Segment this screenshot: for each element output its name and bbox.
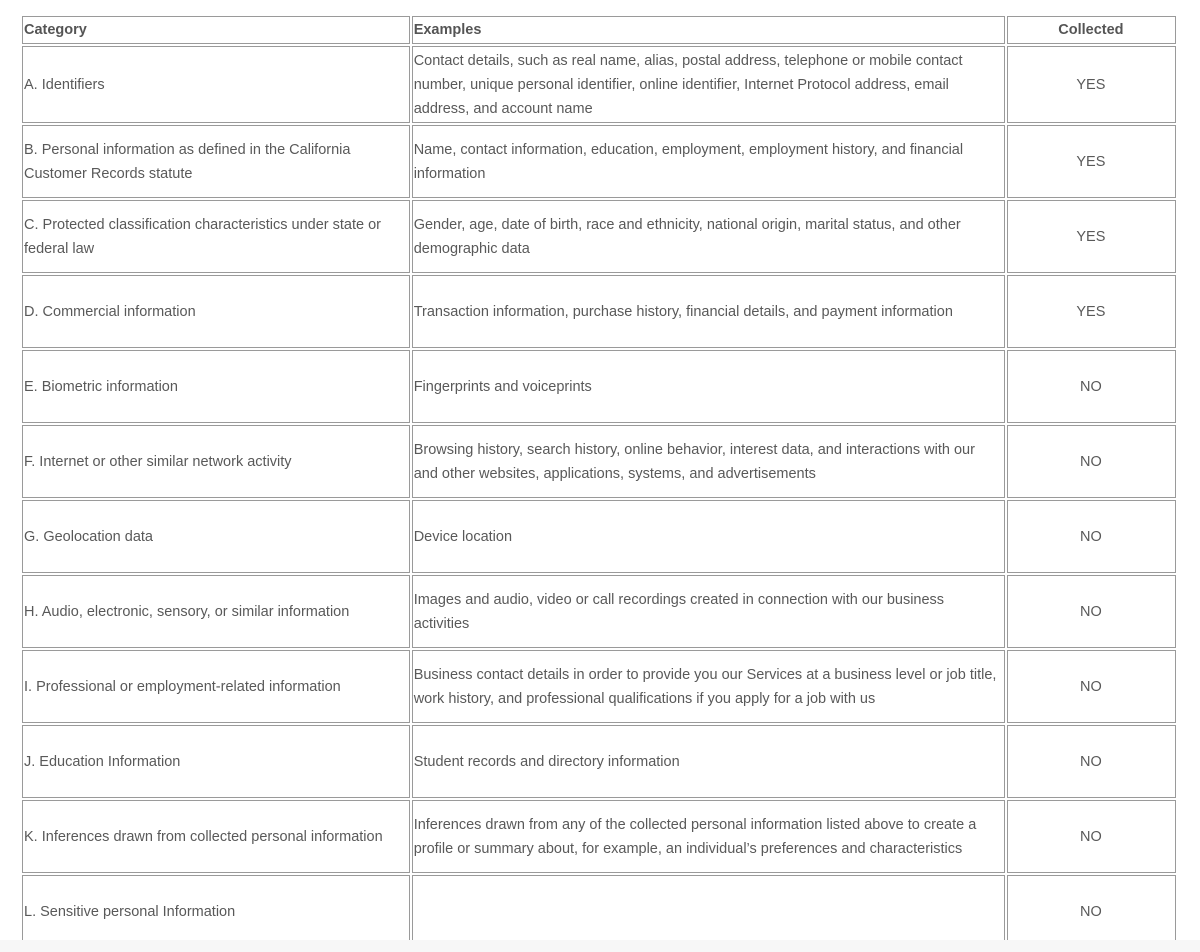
examples-cell: Transaction information, purchase history, financial details, and payment information	[412, 275, 1005, 348]
examples-cell: Device location	[412, 500, 1005, 573]
collected-cell: YES	[1007, 46, 1176, 123]
collected-cell: NO	[1007, 575, 1176, 648]
table-row	[22, 275, 1176, 348]
collected-cell: NO	[1007, 800, 1176, 873]
header-row	[22, 16, 1176, 44]
category-cell: F. Internet or other similar network activity	[22, 425, 410, 498]
examples-cell: Inferences drawn from any of the collected personal information listed above to create a profile or summary about, for example, an individual’s preferences and characteristics	[412, 800, 1005, 873]
collected-cell: YES	[1007, 200, 1176, 273]
personal-information-table	[20, 14, 1178, 950]
column-header-examples: Examples	[412, 16, 1005, 44]
category-cell: L. Sensitive personal Information	[22, 875, 410, 948]
category-cell: E. Biometric information	[22, 350, 410, 423]
examples-cell: Contact details, such as real name, alias, postal address, telephone or mobile contact number, unique personal identifier, online identifier, Internet Protocol address, email address, and account name	[412, 46, 1005, 123]
category-cell: K. Inferences drawn from collected personal information	[22, 800, 410, 873]
table-row	[22, 800, 1176, 873]
table-row	[22, 575, 1176, 648]
category-cell: D. Commercial information	[22, 275, 410, 348]
collected-cell: NO	[1007, 650, 1176, 723]
examples-cell: Student records and directory information	[412, 725, 1005, 798]
category-cell: B. Personal information as defined in the California Customer Records statute	[22, 125, 410, 198]
examples-cell: Images and audio, video or call recordings created in connection with our business activities	[412, 575, 1005, 648]
collected-cell: NO	[1007, 350, 1176, 423]
category-cell: G. Geolocation data	[22, 500, 410, 573]
page-bottom-strip	[0, 940, 1200, 952]
category-cell: A. Identifiers	[22, 46, 410, 123]
table-row	[22, 125, 1176, 198]
examples-cell: Business contact details in order to provide you our Services at a business level or job title, work history, and professional qualifications if you apply for a job with us	[412, 650, 1005, 723]
column-header-category: Category	[22, 16, 410, 44]
examples-cell: Browsing history, search history, online behavior, interest data, and interactions with our and other websites, applications, systems, and advertisements	[412, 425, 1005, 498]
examples-cell: Name, contact information, education, employment, employment history, and financial information	[412, 125, 1005, 198]
table-row	[22, 350, 1176, 423]
table-row	[22, 46, 1176, 123]
table-row	[22, 500, 1176, 573]
category-cell: J. Education Information	[22, 725, 410, 798]
table-row	[22, 875, 1176, 948]
table-row	[22, 725, 1176, 798]
category-cell: C. Protected classification characteristics under state or federal law	[22, 200, 410, 273]
examples-cell	[412, 875, 1005, 948]
collected-cell: NO	[1007, 875, 1176, 948]
category-cell: H. Audio, electronic, sensory, or similar information	[22, 575, 410, 648]
collected-cell: YES	[1007, 275, 1176, 348]
column-header-collected: Collected	[1007, 16, 1176, 44]
collected-cell: NO	[1007, 425, 1176, 498]
table-row	[22, 425, 1176, 498]
category-cell: I. Professional or employment-related information	[22, 650, 410, 723]
table-row	[22, 200, 1176, 273]
examples-cell: Fingerprints and voiceprints	[412, 350, 1005, 423]
collected-cell: NO	[1007, 725, 1176, 798]
collected-cell: YES	[1007, 125, 1176, 198]
table-row	[22, 650, 1176, 723]
examples-cell: Gender, age, date of birth, race and ethnicity, national origin, marital status, and other demographic data	[412, 200, 1005, 273]
collected-cell: NO	[1007, 500, 1176, 573]
